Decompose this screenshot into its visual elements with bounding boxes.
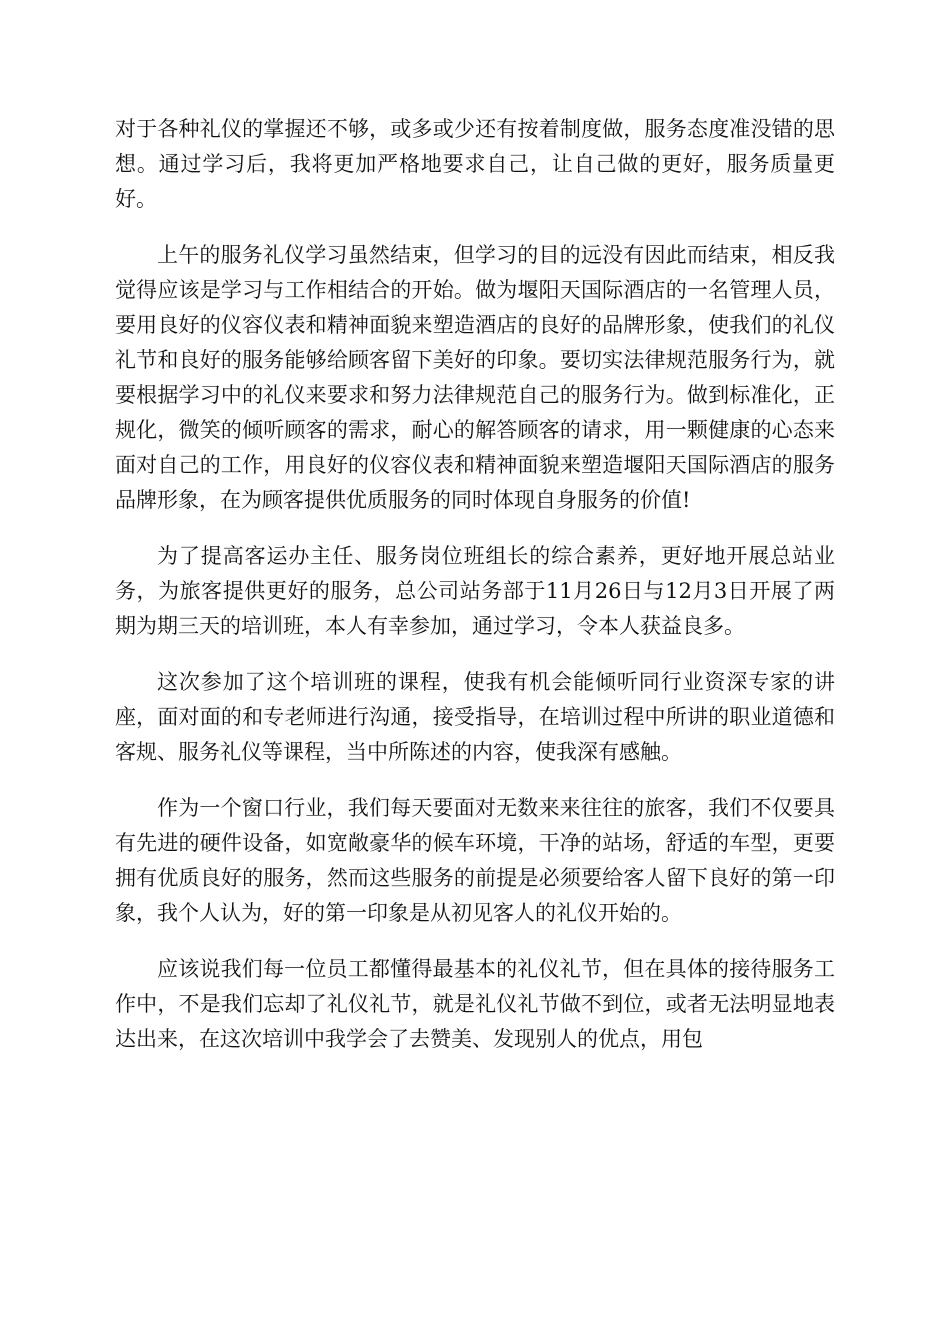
paragraph-6: 应该说我们每一位员工都懂得最基本的礼仪礼节，但在具体的接待服务工作中，不是我们忘却了礼仪礼节，就是礼仪礼节做不到位，或者无法明显地表达出来，在这次培训中我学会了去赞美、发现别人的优点，用包 [115,957,835,1051]
paragraph-5: 作为一个窗口行业，我们每天要面对无数来来往往的旅客，我们不仅要具有先进的硬件设备，如宽敞豪华的候车环境，干净的站场，舒适的车型，更要拥有优质良好的服务，然而这些服务的前提是必须要给客人留下良好的第一印象，我个人认为，好的第一印象是从初见客人的礼仪开始的。 [115,796,835,925]
paragraph-4: 这次参加了这个培训班的课程，使我有机会能倾听同行业资深专家的讲座，面对面的和专老师进行沟通，接受指导，在培训过程中所讲的职业道德和客规、服务礼仪等课程，当中所陈述的内容，使我深有感触。 [115,670,835,764]
document-body [115,112,835,1078]
paragraph-3: 为了提高客运办主任、服务岗位班组长的综合素养，更好地开展总站业务，为旅客提供更好的服务，总公司站务部于11月26日与12月3日开展了两期为期三天的培训班，本人有幸参加，通过学习，令本人获益良多。 [115,544,835,638]
paragraph-1: 对于各种礼仪的掌握还不够，或多或少还有按着制度做，服务态度准没错的思想。通过学习后，我将更加严格地要求自己，让自己做的更好，服务质量更好。 [115,117,835,211]
paragraph-2: 上午的服务礼仪学习虽然结束，但学习的目的远没有因此而结束，相反我觉得应该是学习与工作相结合的开始。做为堰阳天国际酒店的一名管理人员，要用良好的仪容仪表和精神面貌来塑造酒店的良好的品牌形象，使我们的礼仪礼节和良好的服务能够给顾客留下美好的印象。要切实法律规范服务行为，就要根据学习中的礼仪来要求和努力法律规范自己的服务行为。做到标准化，正规化，微笑的倾听顾客的需求，耐心的解答顾客的请求，用一颗健康的心态来面对自己的工作，用良好的仪容仪表和精神面貌来塑造堰阳天国际酒店的服务品牌形象，在为顾客提供优质服务的同时体现自身服务的价值! [115,243,835,512]
